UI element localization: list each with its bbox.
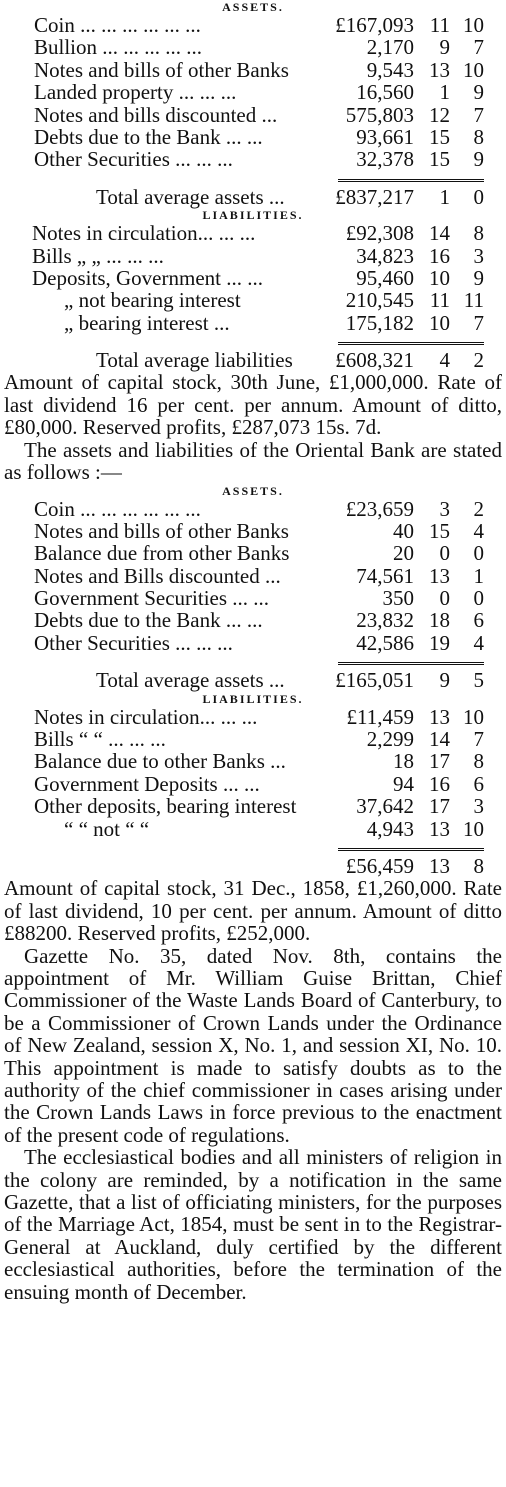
row-pounds: 2,299: [366, 727, 414, 752]
row-pence: 10: [463, 57, 484, 82]
row-shillings: 9: [439, 35, 450, 60]
row-pence: 9: [473, 265, 484, 290]
row-pence: 7: [473, 727, 484, 752]
row-label: Notes in circulation... ... ...: [32, 221, 256, 246]
row-shillings: 13: [429, 57, 450, 82]
row-shillings: 15: [429, 518, 450, 543]
ledger-row: [4, 706, 502, 728]
row-shillings: 3: [439, 496, 450, 521]
row-shillings: 11: [429, 288, 450, 313]
row-shillings: 15: [429, 124, 450, 149]
ledger-row: [4, 520, 502, 542]
ledger-row: [4, 289, 502, 311]
row-label: Government Deposits ... ...: [34, 771, 260, 796]
row-shillings: 0: [439, 541, 450, 566]
row-pounds: 37,642: [356, 794, 414, 819]
row-pence: 9: [473, 80, 484, 105]
row-pounds: 175,182: [345, 310, 414, 335]
row-shillings: 16: [429, 771, 450, 796]
row-pence: 4: [473, 518, 484, 543]
row-label: Debts due to the Bank ... ...: [34, 608, 263, 633]
total-assets-row: [4, 186, 502, 208]
row-shillings: 18: [429, 608, 450, 633]
liabilities-table: [4, 222, 502, 334]
row-pence: 3: [473, 794, 484, 819]
ecclesiastical-paragraph: The ecclesiastical bodies and all ministers of religion in the colony are reminded, by a notification in the same Gazette, that a list of officiating ministers, for the purposes of the Marriage Act, 1854, must be sent in to the Registrar-General at Auckland, duly certified by the different ecclesiastical authorities, before the termination of the ensuing month of December.: [4, 1145, 502, 1304]
row-pounds: 2,170: [366, 35, 414, 60]
row-label: Other deposits, bearing interest: [34, 794, 297, 819]
row-pounds: 18: [393, 749, 414, 774]
row-pence: 7: [473, 35, 484, 60]
row-pounds: £11,459: [346, 704, 414, 729]
row-label: Total average assets ...: [96, 668, 285, 693]
row-shillings: 9: [439, 668, 450, 693]
row-label: Total average liabilities: [96, 348, 293, 373]
row-shillings: 10: [429, 310, 450, 335]
ledger-row: [4, 587, 502, 609]
row-pence: 8: [473, 124, 484, 149]
row-pence: 5: [473, 668, 484, 693]
row-pence: 0: [473, 586, 484, 611]
ledger-row: [4, 81, 502, 103]
row-pence: 7: [473, 102, 484, 127]
assets-table: [4, 498, 502, 655]
row-shillings: 1: [439, 184, 450, 209]
sum-rule: [338, 848, 484, 851]
row-label: Other Securities ... ... ...: [34, 147, 233, 172]
row-pounds: £837,217: [335, 184, 414, 209]
oriental-bank-intro: The assets and liabilities of the Oriental Bank are stated as follows :—: [4, 437, 502, 485]
row-pence: 8: [473, 853, 484, 878]
row-pence: 11: [463, 288, 484, 313]
row-label: Notes and Bills discounted ...: [34, 563, 281, 588]
ledger-row: [4, 104, 502, 126]
total-liabilities-row: [4, 855, 502, 877]
row-pounds: 9,543: [366, 57, 414, 82]
row-label: Coin ... ... ... ... ... ...: [34, 496, 201, 521]
row-pounds: £23,659: [345, 496, 414, 521]
row-pence: 10: [463, 816, 484, 841]
row-pounds: £92,308: [345, 221, 414, 246]
row-pounds: 16,560: [356, 80, 414, 105]
sum-rule: [338, 342, 484, 345]
row-pence: 7: [473, 310, 484, 335]
row-pence: 6: [473, 771, 484, 796]
row-pence: 1: [473, 563, 484, 588]
row-pence: 10: [463, 13, 484, 37]
ledger-row: [4, 818, 502, 840]
row-label: „ not bearing interest: [64, 288, 241, 313]
row-pounds: 4,943: [366, 816, 414, 841]
ledger-row: [4, 609, 502, 631]
row-label: Bills „ „ ... ... ...: [32, 243, 164, 268]
row-shillings: 13: [429, 853, 450, 878]
row-label: Debts due to the Bank ... ...: [34, 124, 263, 149]
row-shillings: 19: [429, 630, 450, 655]
row-pence: 6: [473, 608, 484, 633]
row-pounds: £608,321: [335, 348, 414, 373]
row-pence: 8: [473, 749, 484, 774]
ledger-row: [4, 498, 502, 520]
assets-heading: ASSETS.: [222, 483, 284, 498]
row-shillings: 0: [439, 586, 450, 611]
row-label: Coin ... ... ... ... ... ...: [34, 13, 201, 37]
row-pounds: 34,823: [356, 243, 414, 268]
assets-table: [4, 14, 502, 171]
row-shillings: 14: [429, 727, 450, 752]
ledger-row: [4, 126, 502, 148]
row-label: Notes and bills discounted ...: [34, 102, 278, 127]
ledger-row: [4, 728, 502, 750]
sum-rule: [338, 179, 484, 182]
ledger-row: [4, 632, 502, 654]
row-shillings: 4: [439, 348, 450, 373]
row-shillings: 14: [429, 221, 450, 246]
capital-stock-paragraph: Amount of capital stock, 31 Dec., 1858, £1,260,000. Rate of last dividend, 10 per cent. per annum. Amount of ditto £88200. Reserved profits, £252,000.: [4, 876, 502, 946]
row-shillings: 13: [429, 704, 450, 729]
total-assets-row: [4, 669, 502, 691]
row-pounds: 74,561: [356, 563, 414, 588]
row-label: Deposits, Government ... ...: [32, 265, 263, 290]
row-pounds: 350: [382, 586, 414, 611]
row-pounds: £167,093: [335, 13, 414, 37]
row-shillings: 13: [429, 563, 450, 588]
ledger-row: [4, 565, 502, 587]
row-pounds: £56,459: [345, 853, 414, 878]
row-pence: 2: [473, 496, 484, 521]
row-label: Balance due from other Banks: [34, 541, 290, 566]
ledger-row: [4, 750, 502, 772]
ledger-row: [4, 795, 502, 817]
row-pence: 3: [473, 243, 484, 268]
row-shillings: 13: [429, 816, 450, 841]
row-pence: 0: [473, 541, 484, 566]
row-pence: 4: [473, 630, 484, 655]
liabilities-table: [4, 706, 502, 840]
row-pounds: 23,832: [356, 608, 414, 633]
row-label: Notes in circulation... ... ...: [34, 704, 258, 729]
row-label: Other Securities ... ... ...: [34, 630, 233, 655]
row-pence: 8: [473, 221, 484, 246]
row-pence: 10: [463, 704, 484, 729]
ledger-row: [4, 148, 502, 170]
row-pounds: £165,051: [335, 668, 414, 693]
ledger-row: [4, 267, 502, 289]
row-pounds: 20: [393, 541, 414, 566]
ledger-row: [4, 36, 502, 58]
row-shillings: 10: [429, 265, 450, 290]
row-label: „ bearing interest ...: [64, 310, 230, 335]
row-label: Government Securities ... ...: [34, 586, 270, 611]
row-label: Notes and bills of other Banks: [34, 57, 289, 82]
row-pounds: 95,460: [356, 265, 414, 290]
row-label: Balance due to other Banks ...: [34, 749, 286, 774]
row-pounds: 42,586: [356, 630, 414, 655]
row-shillings: 15: [429, 147, 450, 172]
row-pounds: 32,378: [356, 147, 414, 172]
ledger-row: [4, 312, 502, 334]
row-pence: 9: [473, 147, 484, 172]
row-pence: 0: [473, 184, 484, 209]
liabilities-heading: LIABILITIES.: [202, 208, 304, 223]
row-label: “ “ not “ “: [64, 816, 150, 841]
row-label: Bills “ “ ... ... ...: [34, 727, 166, 752]
row-pounds: 210,545: [345, 288, 414, 313]
row-pounds: 93,661: [356, 124, 414, 149]
assets-heading: ASSETS.: [222, 0, 284, 14]
capital-stock-paragraph: Amount of capital stock, 30th June, £1,000,000. Rate of last dividend 16 per cent. per annum. Amount of ditto, £80,000. Reserved profits, £287,073 15s. 7d.: [4, 370, 502, 440]
row-label: Bullion ... ... ... ... ...: [34, 35, 203, 60]
row-pounds: 40: [393, 518, 414, 543]
row-label: Total average assets ...: [96, 184, 285, 209]
liabilities-heading: LIABILITIES.: [202, 691, 304, 706]
row-shillings: 17: [429, 794, 450, 819]
ledger-row: [4, 222, 502, 244]
total-liabilities-row: [4, 349, 502, 371]
row-shillings: 16: [429, 243, 450, 268]
row-shillings: 12: [429, 102, 450, 127]
ledger-row: [4, 773, 502, 795]
row-shillings: 11: [429, 13, 450, 37]
row-pounds: 575,803: [345, 102, 414, 127]
row-shillings: 17: [429, 749, 450, 774]
ledger-row: [4, 245, 502, 267]
ledger-row: [4, 542, 502, 564]
row-label: Landed property ... ... ...: [34, 80, 237, 105]
ledger-row: [4, 14, 502, 36]
row-label: Notes and bills of other Banks: [34, 518, 289, 543]
row-shillings: 1: [439, 80, 450, 105]
ledger-row: [4, 59, 502, 81]
row-pence: 2: [473, 348, 484, 373]
gazette-paragraph: Gazette No. 35, dated Nov. 8th, contains the appointment of Mr. William Guise Brittan, Chief Commissioner of the Waste Lands Board of Canterbury, to be a Commissioner of Crown Lands under the Ordinance of New Zealand, session X, No. 1, and session XI, No. 10. This appointment is made to satisfy doubts as to the authority of the chief commissioner in cases arising under the Crown Lands Laws in force previous to the enactment of the present code of regulations.: [4, 943, 502, 1147]
sum-rule: [338, 662, 484, 665]
row-pounds: 94: [393, 771, 414, 796]
